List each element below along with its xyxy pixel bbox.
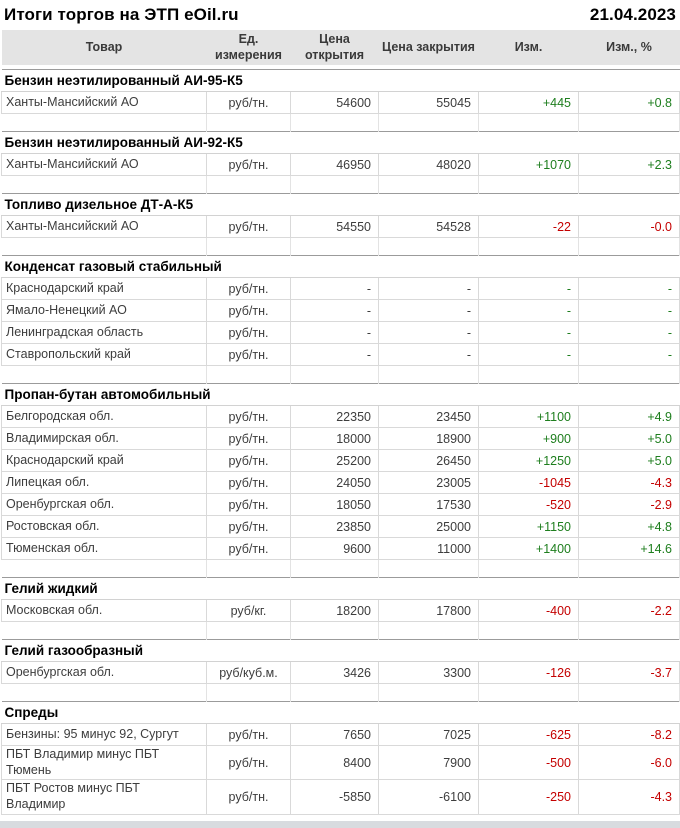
cell-unit: руб/тн. — [207, 724, 291, 746]
section-header-row — [2, 70, 680, 92]
spacer-cell — [379, 238, 479, 256]
cell-product: Краснодарский край — [2, 450, 207, 472]
cell-close: 23450 — [379, 406, 479, 428]
cell-open: - — [291, 278, 379, 300]
table-row — [2, 216, 680, 238]
section-title: Бензин неэтилированный АИ-95-К5 — [2, 70, 680, 92]
column-header-close-price: Цена закрытия — [379, 30, 479, 65]
spacer-cell — [479, 176, 579, 194]
spacer-cell — [2, 366, 207, 384]
cell-unit: руб/тн. — [207, 780, 291, 814]
cell-change_pct: +14.6 — [579, 538, 680, 560]
spacer-cell — [2, 114, 207, 132]
section-header-row — [2, 194, 680, 216]
cell-change: - — [479, 300, 579, 322]
cell-product: ПБТ Владимир минус ПБТ Тюмень — [2, 746, 207, 780]
cell-product: ПБТ Ростов минус ПБТ Владимир — [2, 780, 207, 814]
page-title: Итоги торгов на ЭТП eOil.ru — [4, 5, 239, 25]
cell-unit: руб/тн. — [207, 472, 291, 494]
spacer-cell — [207, 114, 291, 132]
spacer-cell — [379, 684, 479, 702]
section-header-row — [2, 578, 680, 600]
cell-unit: руб/тн. — [207, 344, 291, 366]
cell-close: 48020 — [379, 154, 479, 176]
cell-close: 55045 — [379, 92, 479, 114]
cell-change: - — [479, 322, 579, 344]
cell-unit: руб/тн. — [207, 278, 291, 300]
spacer-cell — [579, 176, 680, 194]
cell-close: 26450 — [379, 450, 479, 472]
table-header — [2, 30, 680, 65]
cell-product: Ростовская обл. — [2, 516, 207, 538]
cell-change: - — [479, 278, 579, 300]
cell-open: 46950 — [291, 154, 379, 176]
spacer-cell — [2, 622, 207, 640]
table-row — [2, 538, 680, 560]
cell-close: 17530 — [379, 494, 479, 516]
cell-open: 23850 — [291, 516, 379, 538]
cell-change_pct: -6.0 — [579, 746, 680, 780]
spacer-cell — [479, 622, 579, 640]
cell-change_pct: - — [579, 344, 680, 366]
spacer-cell — [379, 114, 479, 132]
table-row — [2, 662, 680, 684]
cell-change: +900 — [479, 428, 579, 450]
spacer-cell — [2, 684, 207, 702]
cell-product: Московская обл. — [2, 600, 207, 622]
cell-close: 11000 — [379, 538, 479, 560]
cell-change_pct: - — [579, 300, 680, 322]
spacer-cell — [207, 560, 291, 578]
cell-product: Ямало-Ненецкий АО — [2, 300, 207, 322]
cell-change: -250 — [479, 780, 579, 814]
column-header-open-price: Цена открытия — [291, 30, 379, 65]
cell-close: - — [379, 300, 479, 322]
cell-close: 3300 — [379, 662, 479, 684]
cell-product: Оренбургская обл. — [2, 494, 207, 516]
table-row — [2, 780, 680, 814]
cell-product: Краснодарский край — [2, 278, 207, 300]
cell-unit: руб/тн. — [207, 538, 291, 560]
spacer-cell — [207, 176, 291, 194]
cell-change: +1100 — [479, 406, 579, 428]
cell-change: +1400 — [479, 538, 579, 560]
cell-change_pct: -2.2 — [579, 600, 680, 622]
cell-product: Ханты-Мансийский АО — [2, 92, 207, 114]
spacer-row — [2, 176, 680, 194]
column-header-change-pct: Изм., % — [579, 30, 680, 65]
cell-change: -1045 — [479, 472, 579, 494]
cell-product: Ханты-Мансийский АО — [2, 216, 207, 238]
cell-change: -500 — [479, 746, 579, 780]
section-header-row — [2, 640, 680, 662]
cell-unit: руб/тн. — [207, 154, 291, 176]
spacer-cell — [379, 560, 479, 578]
table-row — [2, 472, 680, 494]
spacer-row — [2, 684, 680, 702]
cell-close: 17800 — [379, 600, 479, 622]
spacer-cell — [291, 560, 379, 578]
cell-change: -400 — [479, 600, 579, 622]
cell-product: Белгородская обл. — [2, 406, 207, 428]
cell-open: 8400 — [291, 746, 379, 780]
table-row — [2, 450, 680, 472]
cell-change: -126 — [479, 662, 579, 684]
cell-close: 54528 — [379, 216, 479, 238]
cell-change_pct: +4.8 — [579, 516, 680, 538]
spacer-row — [2, 622, 680, 640]
table-row — [2, 406, 680, 428]
spacer-cell — [291, 238, 379, 256]
cell-change_pct: +5.0 — [579, 428, 680, 450]
spacer-cell — [479, 366, 579, 384]
footer-strip — [0, 821, 680, 828]
cell-change: +1250 — [479, 450, 579, 472]
table-row — [2, 428, 680, 450]
section-title: Спреды — [2, 702, 680, 724]
cell-unit: руб/кг. — [207, 600, 291, 622]
cell-product: Ленинградская область — [2, 322, 207, 344]
spacer-cell — [291, 622, 379, 640]
spacer-cell — [479, 238, 579, 256]
spacer-cell — [207, 684, 291, 702]
spacer-cell — [479, 114, 579, 132]
cell-change_pct: -4.3 — [579, 780, 680, 814]
report-date: 21.04.2023 — [589, 5, 676, 25]
spacer-cell — [2, 176, 207, 194]
cell-close: - — [379, 278, 479, 300]
cell-change: +445 — [479, 92, 579, 114]
section-title: Гелий жидкий — [2, 578, 680, 600]
cell-change_pct: -3.7 — [579, 662, 680, 684]
cell-unit: руб/тн. — [207, 450, 291, 472]
cell-unit: руб/тн. — [207, 92, 291, 114]
cell-change: +1150 — [479, 516, 579, 538]
spacer-cell — [291, 176, 379, 194]
cell-product: Владимирская обл. — [2, 428, 207, 450]
spacer-cell — [291, 366, 379, 384]
cell-open: 18050 — [291, 494, 379, 516]
spacer-cell — [379, 176, 479, 194]
cell-change_pct: - — [579, 278, 680, 300]
cell-open: 25200 — [291, 450, 379, 472]
cell-change_pct: -0.0 — [579, 216, 680, 238]
cell-open: 3426 — [291, 662, 379, 684]
spacer-cell — [579, 114, 680, 132]
cell-unit: руб/тн. — [207, 322, 291, 344]
spacer-row — [2, 238, 680, 256]
cell-open: - — [291, 300, 379, 322]
spacer-row — [2, 114, 680, 132]
spacer-cell — [2, 238, 207, 256]
table-row — [2, 516, 680, 538]
section-title: Бензин неэтилированный АИ-92-К5 — [2, 132, 680, 154]
cell-open: 9600 — [291, 538, 379, 560]
spacer-cell — [2, 560, 207, 578]
spacer-cell — [479, 684, 579, 702]
cell-product: Оренбургская обл. — [2, 662, 207, 684]
cell-close: - — [379, 322, 479, 344]
table-body — [2, 65, 680, 814]
section-title: Конденсат газовый стабильный — [2, 256, 680, 278]
trading-results-table — [1, 30, 680, 815]
cell-unit: руб/тн. — [207, 516, 291, 538]
spacer-cell — [579, 684, 680, 702]
cell-close: - — [379, 344, 479, 366]
section-title: Топливо дизельное ДТ-А-К5 — [2, 194, 680, 216]
spacer-cell — [379, 622, 479, 640]
spacer-cell — [291, 114, 379, 132]
cell-change: - — [479, 344, 579, 366]
spacer-cell — [579, 366, 680, 384]
column-header-product: Товар — [2, 30, 207, 65]
table-row — [2, 746, 680, 780]
cell-close: 23005 — [379, 472, 479, 494]
cell-unit: руб/тн. — [207, 494, 291, 516]
cell-open: - — [291, 322, 379, 344]
cell-change_pct: -2.9 — [579, 494, 680, 516]
cell-unit: руб/тн. — [207, 216, 291, 238]
cell-change_pct: +0.8 — [579, 92, 680, 114]
cell-close: 18900 — [379, 428, 479, 450]
table-row — [2, 600, 680, 622]
spacer-cell — [579, 560, 680, 578]
cell-open: 18000 — [291, 428, 379, 450]
cell-unit: руб/тн. — [207, 300, 291, 322]
cell-change_pct: - — [579, 322, 680, 344]
cell-change_pct: +5.0 — [579, 450, 680, 472]
section-title: Пропан-бутан автомобильный — [2, 384, 680, 406]
cell-close: -6100 — [379, 780, 479, 814]
cell-unit: руб/тн. — [207, 428, 291, 450]
cell-product: Липецкая обл. — [2, 472, 207, 494]
table-header-row — [2, 30, 680, 65]
spacer-cell — [579, 622, 680, 640]
cell-open: 18200 — [291, 600, 379, 622]
cell-change: -625 — [479, 724, 579, 746]
cell-change: -22 — [479, 216, 579, 238]
cell-change: +1070 — [479, 154, 579, 176]
table-row — [2, 278, 680, 300]
cell-open: -5850 — [291, 780, 379, 814]
column-header-change: Изм. — [479, 30, 579, 65]
cell-change: -520 — [479, 494, 579, 516]
section-header-row — [2, 702, 680, 724]
table-row — [2, 322, 680, 344]
cell-product: Ставропольский край — [2, 344, 207, 366]
cell-open: 54550 — [291, 216, 379, 238]
spacer-cell — [207, 238, 291, 256]
spacer-row — [2, 560, 680, 578]
column-header-unit: Ед. измерения — [207, 30, 291, 65]
section-header-row — [2, 132, 680, 154]
cell-change_pct: -4.3 — [579, 472, 680, 494]
cell-change_pct: +2.3 — [579, 154, 680, 176]
cell-open: 54600 — [291, 92, 379, 114]
titlebar — [0, 0, 680, 30]
cell-close: 7025 — [379, 724, 479, 746]
table-row — [2, 724, 680, 746]
cell-change_pct: +4.9 — [579, 406, 680, 428]
spacer-cell — [207, 622, 291, 640]
cell-product: Ханты-Мансийский АО — [2, 154, 207, 176]
cell-close: 25000 — [379, 516, 479, 538]
cell-open: 24050 — [291, 472, 379, 494]
cell-close: 7900 — [379, 746, 479, 780]
table-row — [2, 494, 680, 516]
spacer-cell — [207, 366, 291, 384]
cell-open: 22350 — [291, 406, 379, 428]
spacer-cell — [479, 560, 579, 578]
spacer-cell — [379, 366, 479, 384]
table-row — [2, 344, 680, 366]
cell-open: - — [291, 344, 379, 366]
spacer-cell — [291, 684, 379, 702]
cell-change_pct: -8.2 — [579, 724, 680, 746]
cell-open: 7650 — [291, 724, 379, 746]
table-row — [2, 154, 680, 176]
spacer-cell — [579, 238, 680, 256]
cell-unit: руб/тн. — [207, 406, 291, 428]
spacer-row — [2, 366, 680, 384]
cell-product: Тюменская обл. — [2, 538, 207, 560]
cell-unit: руб/тн. — [207, 746, 291, 780]
section-header-row — [2, 256, 680, 278]
table-row — [2, 92, 680, 114]
cell-unit: руб/куб.м. — [207, 662, 291, 684]
table-row — [2, 300, 680, 322]
cell-product: Бензины: 95 минус 92, Сургут — [2, 724, 207, 746]
section-title: Гелий газообразный — [2, 640, 680, 662]
section-header-row — [2, 384, 680, 406]
